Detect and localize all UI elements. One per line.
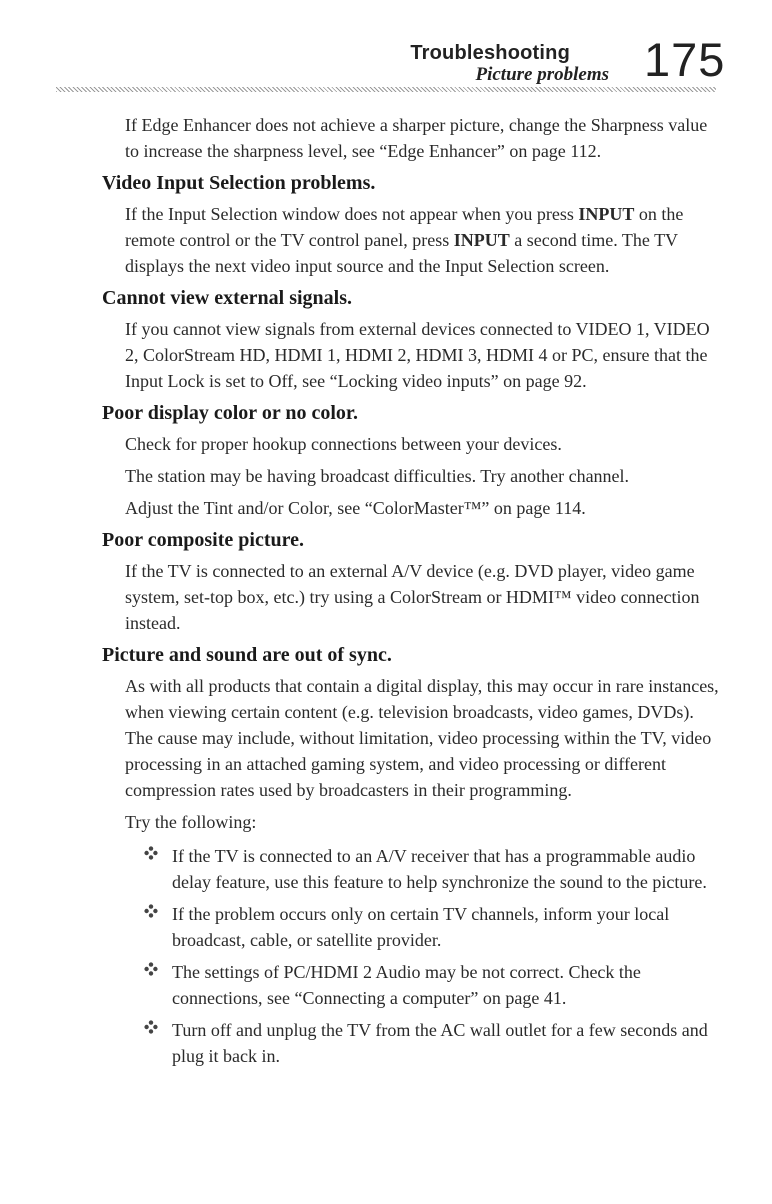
color-paragraph-1: Check for proper hookup connections between your devices. <box>125 434 562 454</box>
intro-block <box>0 112 772 164</box>
composite-paragraph: If the TV is connected to an external A/V device (e.g. DVD player, video game system, set-top box, etc.) try using a ColorStream or HDMI™ video connection instead. <box>125 561 700 633</box>
list-item <box>0 901 712 953</box>
color-paragraph-2: The station may be having broadcast difficulties. Try another channel. <box>125 466 630 486</box>
bullet-text: If the TV is connected to an A/V receiver that has a programmable audio delay feature, use this feature to help synchronize the sound to the picture. <box>172 846 707 892</box>
running-header-section: Troubleshooting <box>410 42 570 64</box>
text-run: If the Input Selection window does not appear when you press <box>125 204 579 224</box>
bullet-text: The settings of PC/HDMI 2 Audio may be not correct. Check the connections, see “Connecting a computer” on page 41. <box>172 962 641 1008</box>
color-paragraph-3: Adjust the Tint and/or Color, see “ColorMaster™” on page 114. <box>125 498 586 518</box>
section-heading: Cannot view external signals. <box>102 287 352 309</box>
color-section <box>0 400 772 521</box>
external-signals-paragraph: If you cannot view signals from external devices connected to VIDEO 1, VIDEO 2, ColorStream HD, HDMI 1, HDMI 2, HDMI 3, HDMI 4 or PC, ensure that the Input Lock is set to Off, see “Locking video inputs” on page 92. <box>125 319 710 391</box>
section-heading: Picture and sound are out of sync. <box>102 644 392 666</box>
sync-section <box>0 642 772 1069</box>
list-item <box>0 843 712 895</box>
input-key-label: INPUT <box>578 204 635 224</box>
diamond-bullet-icon <box>144 962 158 976</box>
video-input-section <box>0 170 772 279</box>
bullet-text: If the problem occurs only on certain TV channels, inform your local broadcast, cable, or satellite provider. <box>172 904 670 950</box>
text-run: on the remote control or the TV control panel, press <box>125 204 684 250</box>
running-header-subsection: Picture problems <box>475 64 609 85</box>
sync-paragraph-1: As with all products that contain a digital display, this may occur in rare instances, when viewing certain content (e.g. television broadcasts, video games, DVDs). The cause may include, without limitation, video processing within the TV, video processing in an attached gaming system, and video processing or different compression rates used by broadcasters in their programming. <box>125 676 719 800</box>
text-run: a second time. The TV displays the next video input source and the Input Selection screen. <box>125 230 678 276</box>
intro-paragraph: If Edge Enhancer does not achieve a sharper picture, change the Sharpness value to increase the sharpness level, see “Edge Enhancer” on page 112. <box>125 115 708 161</box>
video-input-paragraph <box>0 201 725 279</box>
page-body <box>0 112 772 1069</box>
section-heading: Poor composite picture. <box>102 529 305 551</box>
page-number: 175 <box>644 33 726 86</box>
sync-paragraph-2: Try the following: <box>125 812 257 832</box>
composite-section <box>0 527 772 636</box>
diamond-bullet-icon <box>144 846 158 860</box>
input-key-label: INPUT <box>453 230 510 250</box>
section-heading: Video Input Selection problems. <box>102 172 376 194</box>
header-rule <box>56 87 716 92</box>
list-item <box>0 1017 712 1069</box>
bullet-text: Turn off and unplug the TV from the AC wall outlet for a few seconds and plug it back in. <box>172 1020 708 1066</box>
diamond-bullet-icon <box>144 1020 158 1034</box>
sync-bullet-list <box>0 843 772 1069</box>
diamond-bullet-icon <box>144 904 158 918</box>
list-item <box>0 959 712 1011</box>
external-signals-section <box>0 285 772 394</box>
section-heading: Poor display color or no color. <box>102 402 358 424</box>
